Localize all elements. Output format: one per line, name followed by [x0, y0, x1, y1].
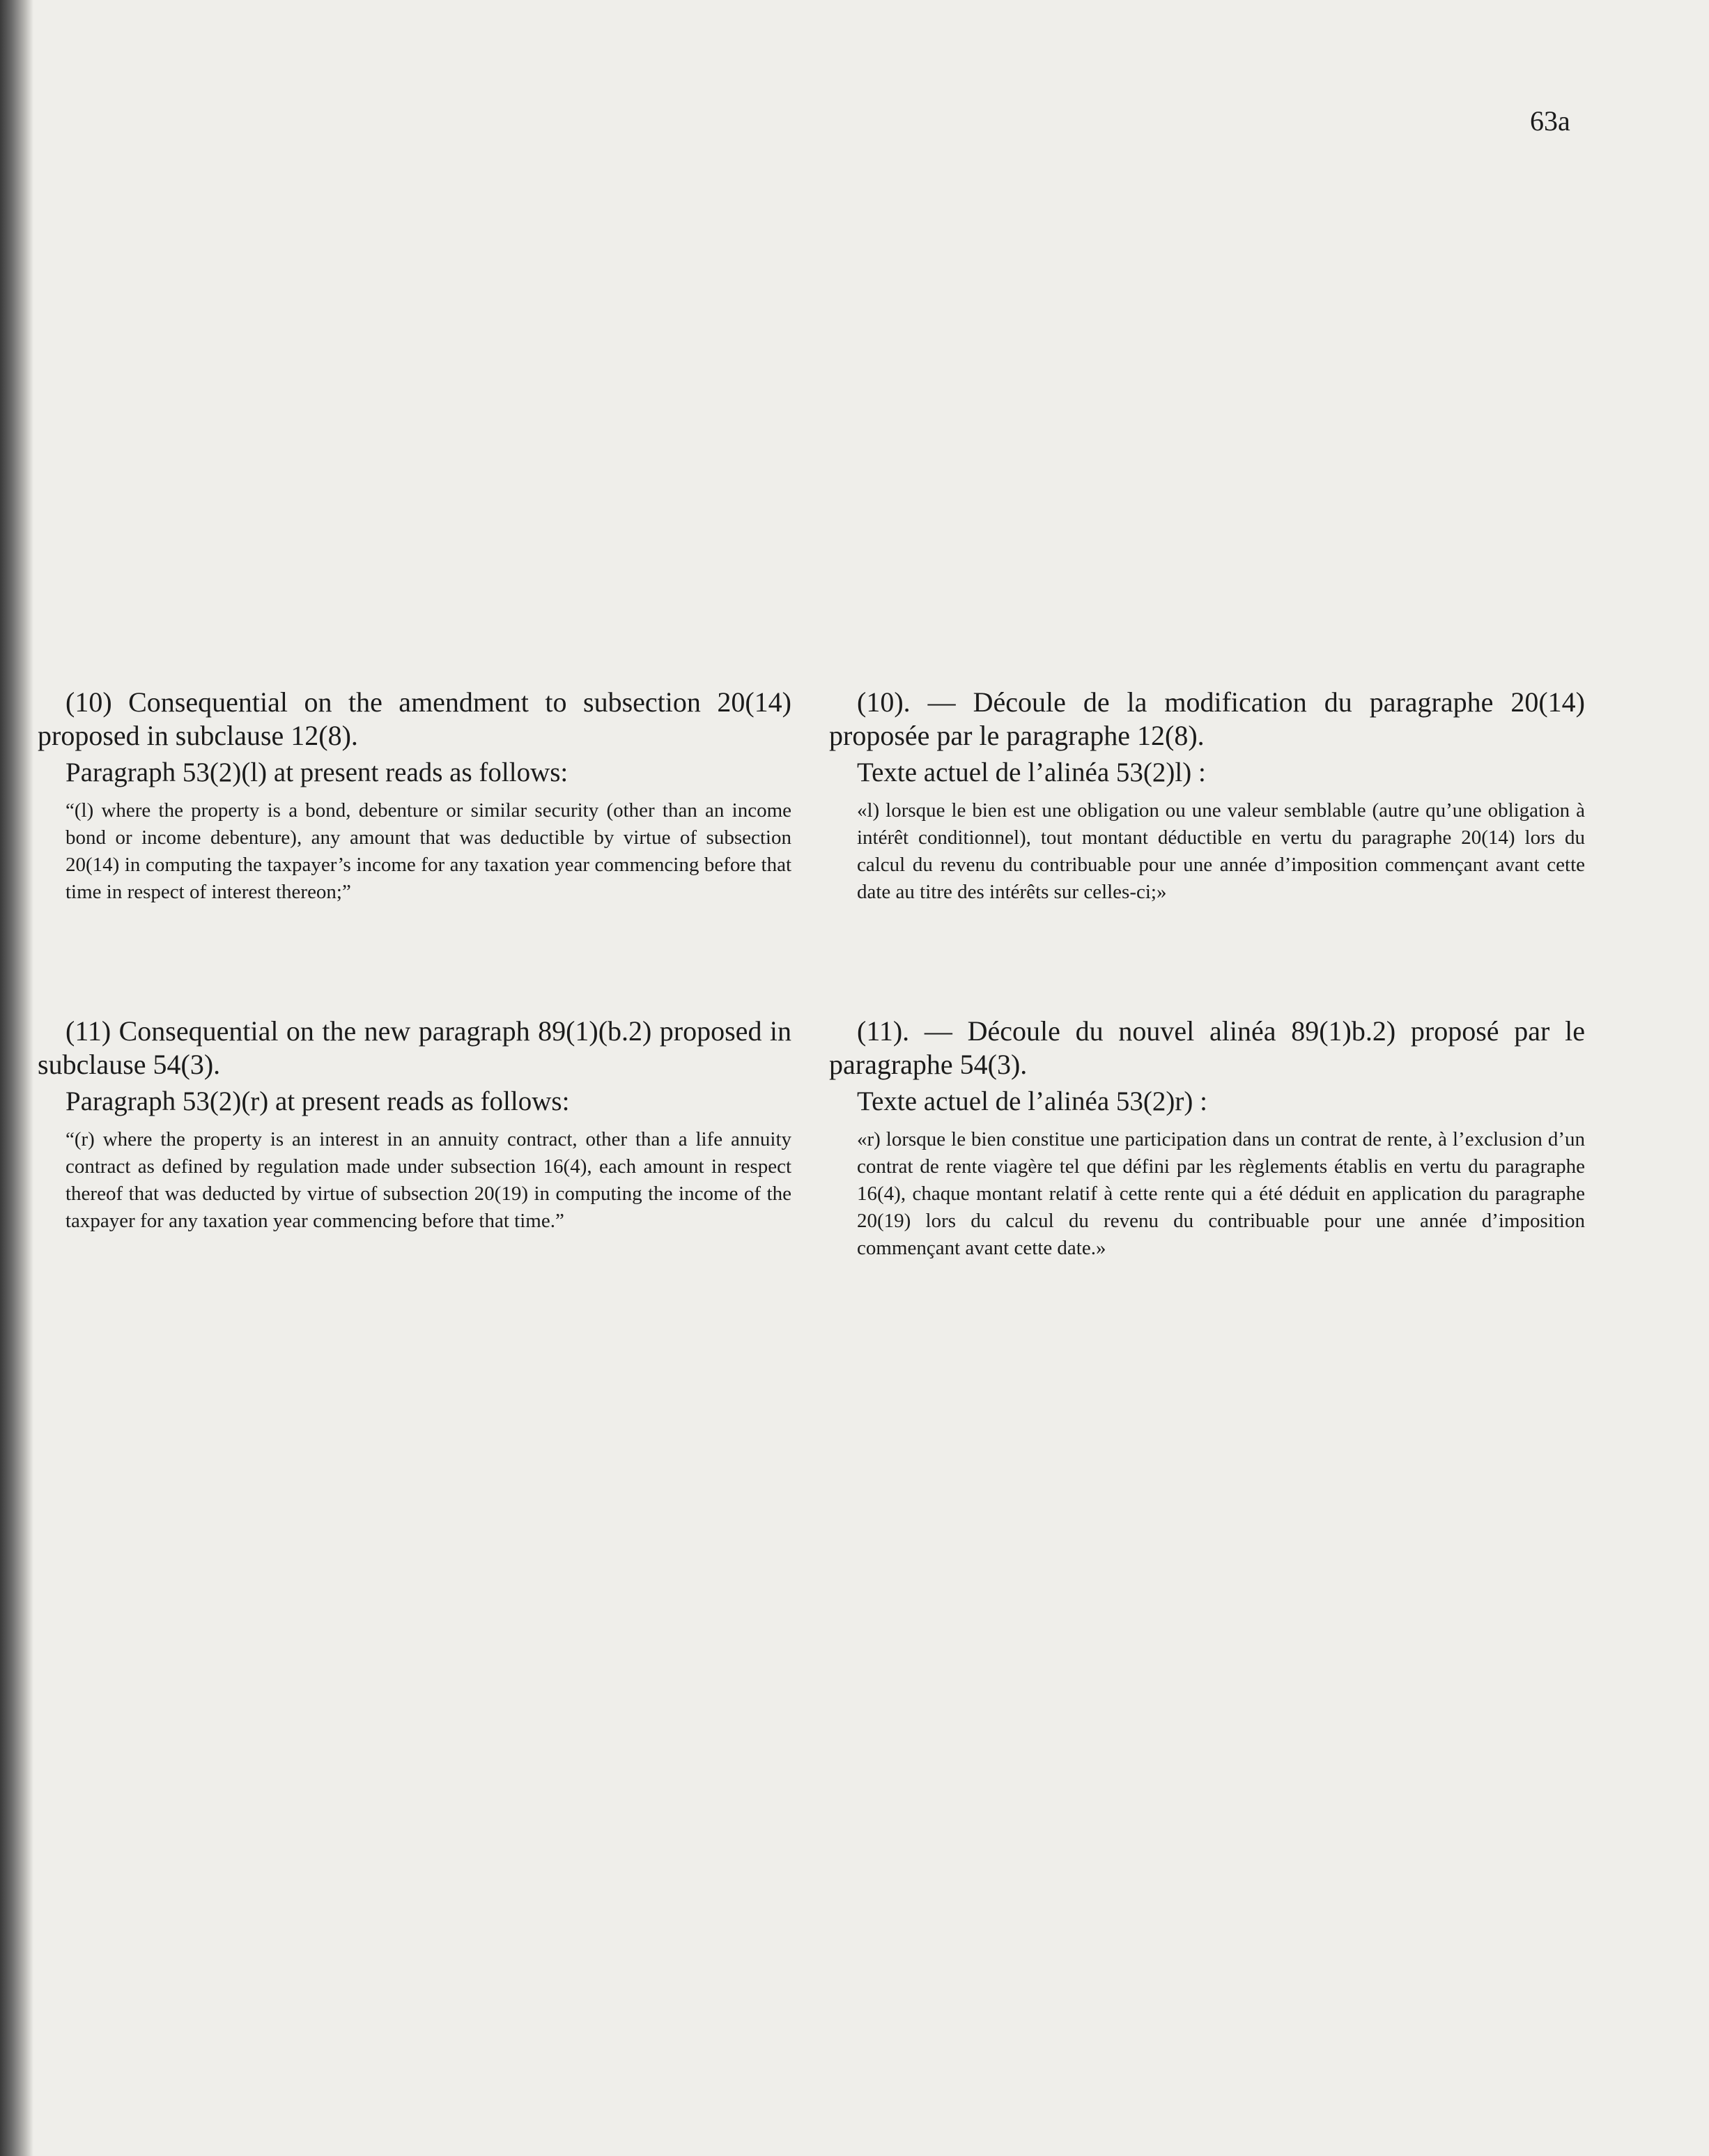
french-note-10-intro: (10). — Découle de la modification du paragraphe 20(14) proposée par le paragraphe 12(8).	[829, 686, 1585, 751]
page-binding-shadow	[0, 0, 33, 2156]
english-note-11	[38, 1015, 791, 1235]
english-note-11-lead: Paragraph 53(2)(r) at present reads as follows:	[65, 1086, 570, 1116]
english-note-11-intro: (11) Consequential on the new paragraph 89(1)(b.2) proposed in subclause 54(3).	[38, 1015, 791, 1080]
french-note-10-quote: «l) lorsque le bien est une obligation ou une valeur semblable (autre qu’une obligation à intérêt conditionnel), tout montant déductible en vertu du paragraphe 20(14) lors du calcul du revenu du contribuable pour une année d’imposition commençant avant cette date au titre des intérêts sur celles-ci;»	[857, 799, 1585, 903]
french-note-10	[829, 686, 1585, 906]
french-note-10-lead: Texte actuel de l’alinéa 53(2)l) :	[857, 757, 1206, 787]
french-note-11-intro: (11). — Découle du nouvel alinéa 89(1)b.2) proposé par le paragraphe 54(3).	[829, 1015, 1585, 1080]
english-note-10-quote: “(l) where the property is a bond, debenture or similar security (other than an income bond or income debenture), any amount that was deductible by virtue of subsection 20(14) in computing the taxpayer’s income for any taxation year commencing before that time in respect of interest thereon;”	[65, 799, 791, 903]
english-note-10	[38, 686, 791, 906]
page-number: 63a	[1530, 105, 1570, 137]
french-note-11	[829, 1015, 1585, 1262]
english-note-10-lead: Paragraph 53(2)(l) at present reads as follows:	[65, 757, 569, 787]
english-note-10-intro: (10) Consequential on the amendment to subsection 20(14) proposed in subclause 12(8).	[38, 686, 791, 751]
english-note-11-quote: “(r) where the property is an interest in an annuity contract, other than a life annuity contract as defined by regulation made under subsection 16(4), each amount in respect thereof that was deducted by virtue of subsection 20(19) in computing the income of the taxpayer for any taxation year commencing before that time.”	[65, 1128, 791, 1232]
french-note-11-quote: «r) lorsque le bien constitue une participation dans un contrat de rente, à l’exclusion d’un contrat de rente viagère tel que défini par les règlements établis en vertu du paragraphe 16(4), chaque montant relatif à cette rente qui a été déduit en application du paragraphe 20(19) lors du calcul du revenu du contribuable pour une année d’imposition commençant avant cette date.»	[857, 1128, 1585, 1259]
french-note-11-lead: Texte actuel de l’alinéa 53(2)r) :	[857, 1086, 1207, 1116]
